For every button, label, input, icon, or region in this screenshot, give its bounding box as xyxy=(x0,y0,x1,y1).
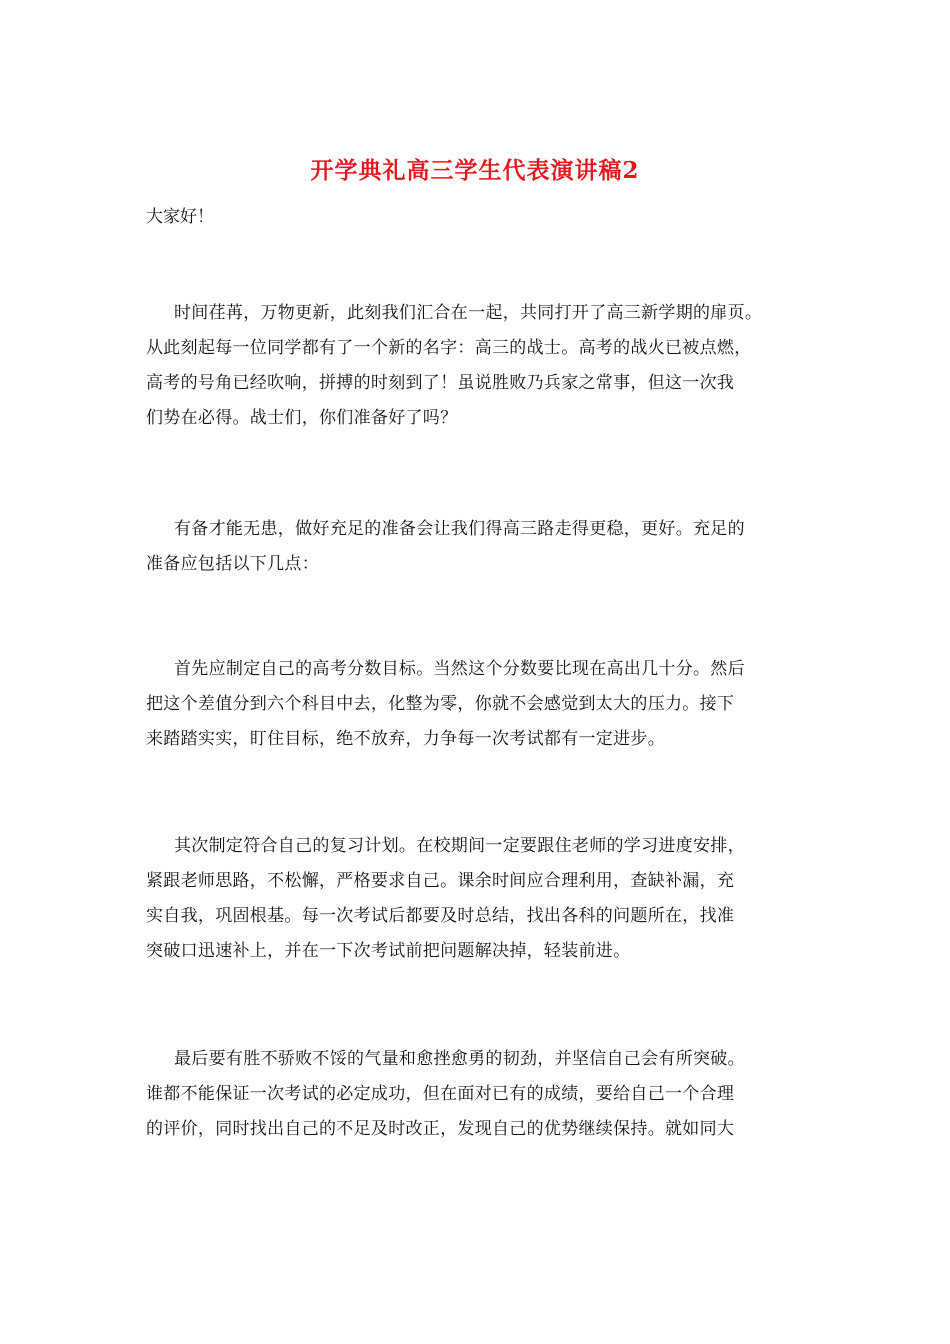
paragraph-line: 的评价，同时找出自己的不足及时改正，发现自己的优势继续保持。就如同大 xyxy=(146,1119,735,1139)
paragraph-line: 高考的号角已经吹响，拼搏的时刻到了！虽说胜败乃兵家之常事，但这一次我 xyxy=(146,373,735,393)
paragraph-1 xyxy=(146,296,826,436)
paragraph-line: 实自我，巩固根基。每一次考试后都要及时总结，找出各科的问题所在，找准 xyxy=(146,906,735,926)
greeting: 大家好！ xyxy=(146,207,214,227)
paragraph-2 xyxy=(146,512,826,582)
paragraph-5 xyxy=(146,1042,826,1147)
paragraph-line: 首先应制定自己的高考分数目标。当然这个分数要比现在高出几十分。然后 xyxy=(174,659,745,679)
paragraph-line: 谁都不能保证一次考试的必定成功，但在面对已有的成绩，要给自己一个合理 xyxy=(146,1084,735,1104)
paragraph-line: 其次制定符合自己的复习计划。在校期间一定要跟住老师的学习进度安排， xyxy=(174,836,745,856)
paragraph-line: 们势在必得。战士们，你们准备好了吗？ xyxy=(146,408,458,428)
paragraph-line: 最后要有胜不骄败不馁的气量和愈挫愈勇的韧劲，并坚信自己会有所突破。 xyxy=(174,1049,745,1069)
paragraph-line: 准备应包括以下几点： xyxy=(146,554,319,574)
paragraph-line: 突破口迅速补上，并在一下次考试前把问题解决掉，轻装前进。 xyxy=(146,941,631,961)
paragraph-line: 把这个差值分到六个科目中去，化整为零，你就不会感觉到太大的压力。接下 xyxy=(146,694,735,714)
paragraph-line: 紧跟老师思路，不松懈，严格要求自己。课余时间应合理利用，查缺补漏，充 xyxy=(146,871,735,891)
paragraph-line: 从此刻起每一位同学都有了一个新的名字：高三的战士。高考的战火已被点燃， xyxy=(146,338,752,358)
paragraph-line: 来踏踏实实，盯住目标，绝不放弃，力争每一次考试都有一定进步。 xyxy=(146,729,665,749)
paragraph-line: 时间荏苒，万物更新，此刻我们汇合在一起，共同打开了高三新学期的扉页。 xyxy=(174,303,763,323)
paragraph-3 xyxy=(146,652,826,757)
paragraph-line: 有备才能无患，做好充足的准备会让我们得高三路走得更稳，更好。充足的 xyxy=(174,519,745,539)
paragraph-4 xyxy=(146,829,826,969)
document-title: 开学典礼高三学生代表演讲稿2 xyxy=(310,157,640,184)
